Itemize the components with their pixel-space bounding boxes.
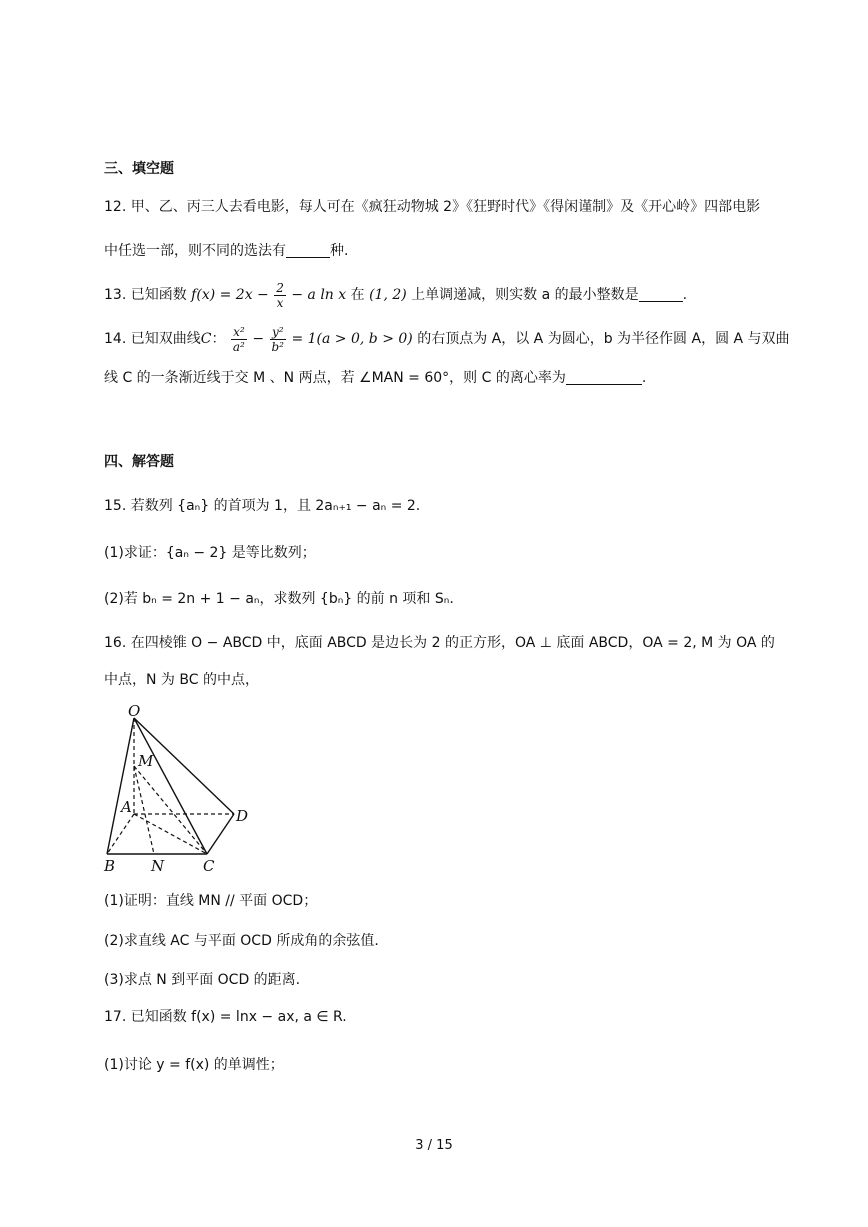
section-heading-solve: 四、解答题 [104, 454, 174, 470]
question-16-part1: (1)证明：直线 MN // 平面 OCD； [104, 893, 318, 909]
question-15-stem: 15. 若数列 {aₙ} 的首项为 1，且 2aₙ₊₁ − aₙ = 2. [104, 498, 421, 514]
section-heading-fill-in: 三、填空题 [104, 161, 174, 177]
pyramid-figure [90, 700, 270, 880]
label-B: B [104, 857, 116, 875]
fraction-x2-over-a2: $\frac{\text{x²}}{\text{a²}}$ [232, 324, 245, 354]
question-16-line2: 中点，N 为 BC 的中点， [104, 672, 259, 688]
question-17-stem: 17. 已知函数 f(x) = lnx − ax, a ∈ R. [104, 1009, 347, 1025]
label-D: D [236, 807, 249, 825]
answer-blank [286, 243, 330, 258]
question-15-part2: (2)若 bₙ = 2n + 1 − aₙ，求数列 {bₙ} 的前 n 项和 Sₙ. [104, 591, 454, 607]
question-16-line1: 16. 在四棱锥 O − ABCD 中，底面 ABCD 是边长为 2 的正方形，OA ⊥ 底面 ABCD，OA = 2, M 为 OA 的 [104, 635, 775, 651]
fraction-y2-over-b2: $\frac{\text{y²}}{\text{b²}}$ [271, 324, 284, 354]
question-14-line1: 14. 已知双曲线C： $\frac{\text{x²}}{\text{a²}}$ − $\frac{\text{y²}}{\text{b²}}$ = 1(a > 0, b > 0) 的右顶点为 A，以 A 为圆心，b 为半径作圆 A，圆 A 与双曲 [104, 324, 790, 354]
label-C: C [203, 857, 215, 875]
label-O: O [128, 702, 141, 720]
question-12-line1: 12. 甲、乙、丙三人去看电影，每人可在《疯狂动物城 2》《狂野时代》《得闲谨制》及《开心岭》四部电影 [104, 199, 761, 215]
question-16-part3: (3)求点 N 到平面 OCD 的距离. [104, 972, 301, 988]
question-12-line2: 中任选一部，则不同的选法有 种. [104, 243, 349, 259]
answer-blank [639, 287, 683, 302]
label-N: N [151, 857, 165, 875]
label-A: A [121, 798, 132, 816]
answer-blank [566, 370, 642, 385]
question-16-part2: (2)求直线 AC 与平面 OCD 所成角的余弦值. [104, 933, 379, 949]
question-17-part1: (1)讨论 y = f(x) 的单调性； [104, 1057, 284, 1073]
question-14-line2: 线 C 的一条渐近线于交 M 、N 两点，若 ∠MAN = 60°，则 C 的离心率为 . [104, 370, 647, 386]
page-number: 3 / 15 [415, 1138, 453, 1153]
question-15-part1: (1)求证：{aₙ − 2} 是等比数列； [104, 545, 316, 561]
question-13: 13. 已知函数 f(x) = 2x − $\frac{2}{x}$ − a ln x 在 (1, 2) 上单调递减，则实数 a 的最小整数是 . [104, 280, 688, 310]
fraction-2-over-x: $\frac{2}{x}$ [276, 280, 284, 310]
label-M: M [138, 752, 154, 770]
